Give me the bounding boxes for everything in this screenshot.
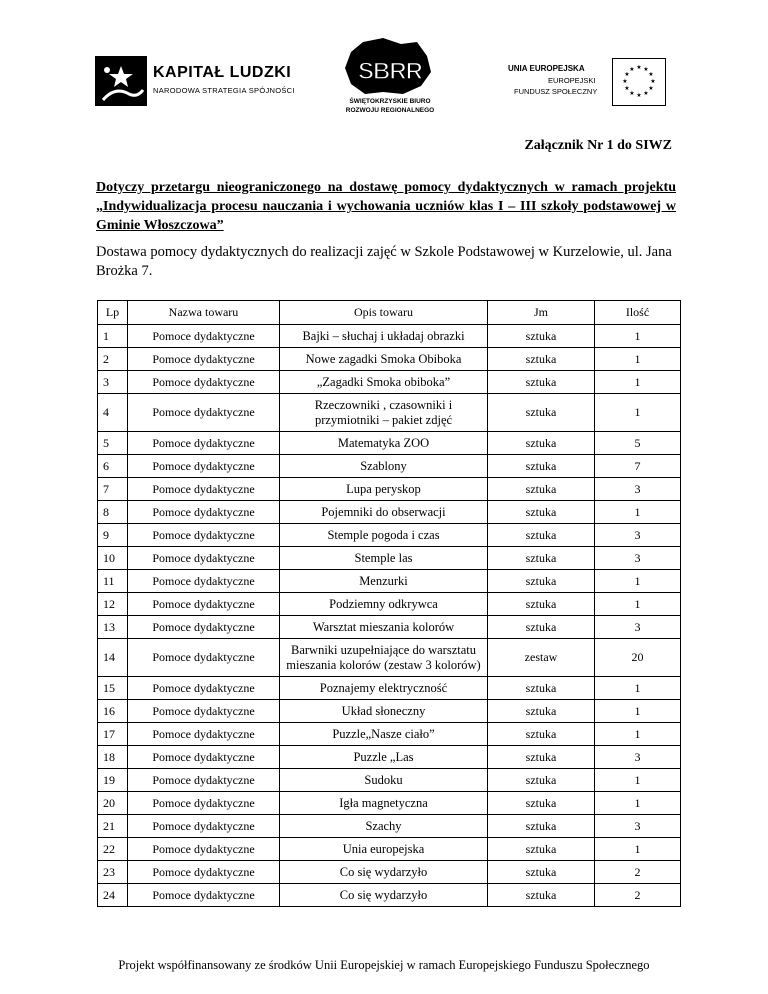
kapital-ludzki-subtitle: NARODOWA STRATEGIA SPÓJNOŚCI [153,86,295,95]
cell-desc: Co się wydarzyło [280,884,488,907]
cell-lp: 16 [98,700,128,723]
cell-qty: 1 [595,723,681,746]
cell-desc: Co się wydarzyło [280,861,488,884]
cell-qty: 1 [595,769,681,792]
cell-desc: Unia europejska [280,838,488,861]
kapital-ludzki-logo [95,56,295,106]
header-desc: Opis towaru [280,301,488,325]
cell-qty: 20 [595,639,681,677]
cell-lp: 11 [98,570,128,593]
cell-qty: 5 [595,432,681,455]
header-lp: Lp [98,301,128,325]
table-row [98,769,681,792]
cell-desc: Rzeczowniki , czasowniki i przymiotniki – pakiet zdjęć [280,394,488,432]
cell-jm: sztuka [488,348,595,371]
cell-jm: sztuka [488,501,595,524]
cell-desc: Menzurki [280,570,488,593]
table-row [98,593,681,616]
cell-jm: sztuka [488,723,595,746]
cell-qty: 1 [595,348,681,371]
cell-desc: Nowe zagadki Smoka Obiboka [280,348,488,371]
cell-lp: 6 [98,455,128,478]
cell-name: Pomoce dydaktyczne [128,325,280,348]
cell-desc: Podziemny odkrywca [280,593,488,616]
cell-desc: Szablony [280,455,488,478]
cell-lp: 22 [98,838,128,861]
table-row [98,861,681,884]
cell-qty: 3 [595,815,681,838]
svg-text:★: ★ [643,90,649,97]
cell-jm: sztuka [488,769,595,792]
cell-jm: sztuka [488,432,595,455]
table-row [98,547,681,570]
table-row [98,348,681,371]
svg-text:★: ★ [643,66,649,73]
cell-qty: 2 [595,861,681,884]
table-row [98,394,681,432]
cell-qty: 7 [595,455,681,478]
cell-desc: Puzzle„Nasze ciało” [280,723,488,746]
cell-desc: Igła magnetyczna [280,792,488,815]
cell-name: Pomoce dydaktyczne [128,371,280,394]
cell-lp: 17 [98,723,128,746]
cell-jm: sztuka [488,700,595,723]
svg-text:★: ★ [648,85,654,92]
cell-jm: sztuka [488,677,595,700]
kapital-ludzki-emblem-icon [95,56,147,106]
cell-name: Pomoce dydaktyczne [128,616,280,639]
cell-desc: Stemple las [280,547,488,570]
cell-lp: 12 [98,593,128,616]
table-row [98,570,681,593]
cell-qty: 1 [595,570,681,593]
cell-desc: Układ słoneczny [280,700,488,723]
cell-name: Pomoce dydaktyczne [128,792,280,815]
table-row [98,616,681,639]
delivery-paragraph: Dostawa pomocy dydaktycznych do realizacji zajęć w Szkole Podstawowej w Kurzelowie, ul. Jana Brożka 7. [96,244,672,279]
header-qty: Ilość [595,301,681,325]
cell-lp: 14 [98,639,128,677]
cell-lp: 5 [98,432,128,455]
cell-jm: sztuka [488,478,595,501]
cell-desc: Pojemniki do obserwacji [280,501,488,524]
kapital-ludzki-title: KAPITAŁ LUDZKI [153,64,292,81]
cell-lp: 21 [98,815,128,838]
eu-flag-icon [612,58,666,106]
table-row [98,884,681,907]
table-row [98,325,681,348]
cell-lp: 15 [98,677,128,700]
svg-text:★: ★ [624,71,630,78]
cell-qty: 3 [595,547,681,570]
cell-name: Pomoce dydaktyczne [128,501,280,524]
table-row [98,746,681,769]
cell-qty: 2 [595,884,681,907]
cell-desc: Matematyka ZOO [280,432,488,455]
cell-jm: sztuka [488,792,595,815]
cell-desc: Warsztat mieszania kolorów [280,616,488,639]
cell-jm: sztuka [488,570,595,593]
cell-qty: 1 [595,371,681,394]
svg-text:★: ★ [629,66,635,73]
cell-jm: sztuka [488,455,595,478]
svg-text:★: ★ [636,64,642,71]
table-header-row [98,301,681,325]
cell-qty: 1 [595,700,681,723]
cell-qty: 1 [595,838,681,861]
items-table [97,300,681,907]
cell-lp: 20 [98,792,128,815]
table-row [98,723,681,746]
cell-name: Pomoce dydaktyczne [128,677,280,700]
cell-lp: 4 [98,394,128,432]
cell-name: Pomoce dydaktyczne [128,838,280,861]
cell-qty: 1 [595,593,681,616]
sbrr-line2: ROZWOJU REGIONALNEGO [345,107,435,114]
cell-name: Pomoce dydaktyczne [128,432,280,455]
cell-qty: 1 [595,501,681,524]
cell-qty: 3 [595,616,681,639]
cell-jm: sztuka [488,394,595,432]
table-row [98,501,681,524]
cell-desc: Puzzle „Las [280,746,488,769]
cell-qty: 3 [595,478,681,501]
cell-name: Pomoce dydaktyczne [128,394,280,432]
cell-name: Pomoce dydaktyczne [128,348,280,371]
svg-text:★: ★ [650,78,656,85]
cell-lp: 2 [98,348,128,371]
cell-name: Pomoce dydaktyczne [128,455,280,478]
cell-name: Pomoce dydaktyczne [128,884,280,907]
cell-jm: sztuka [488,746,595,769]
table-row [98,639,681,677]
cell-jm: sztuka [488,325,595,348]
cell-name: Pomoce dydaktyczne [128,478,280,501]
cell-desc: Barwniki uzupełniające do warsztatu mieszania kolorów (zestaw 3 kolorów) [280,639,488,677]
cell-name: Pomoce dydaktyczne [128,815,280,838]
cell-qty: 1 [595,677,681,700]
cell-desc: Bajki – słuchaj i układaj obrazki [280,325,488,348]
svg-text:★: ★ [648,71,654,78]
cell-name: Pomoce dydaktyczne [128,570,280,593]
cell-desc: Stemple pogoda i czas [280,524,488,547]
table-row [98,455,681,478]
cell-lp: 7 [98,478,128,501]
table-row [98,432,681,455]
ue-efs-logo [508,58,665,106]
table-row [98,677,681,700]
svg-text:★: ★ [629,90,635,97]
header-name: Nazwa towaru [128,301,280,325]
cell-desc: Sudoku [280,769,488,792]
cell-name: Pomoce dydaktyczne [128,547,280,570]
cell-jm: sztuka [488,884,595,907]
cell-lp: 23 [98,861,128,884]
subject-heading: Dotyczy przetargu nieograniczonego na dostawę pomocy dydaktycznych w ramach projektu „Indywidualizacja procesu nauczania i wychowania uczniów klas I – III szkoły podstawowej w Gminie Włoszczowa” [96,180,676,233]
cell-lp: 19 [98,769,128,792]
cell-qty: 3 [595,746,681,769]
table-row [98,838,681,861]
cell-jm: sztuka [488,371,595,394]
cell-qty: 1 [595,325,681,348]
cell-qty: 3 [595,524,681,547]
cell-desc: Lupa peryskop [280,478,488,501]
sbrr-logo [335,38,445,118]
footer-note: Projekt współfinansowany ze środków Unii Europejskiej w ramach Europejskiego Funduszu Społecznego [118,958,650,972]
cell-name: Pomoce dydaktyczne [128,769,280,792]
cell-jm: sztuka [488,547,595,570]
table-row [98,700,681,723]
cell-lp: 13 [98,616,128,639]
attachment-label: Załącznik Nr 1 do SIWZ [524,138,672,153]
cell-jm: sztuka [488,593,595,616]
svg-text:★: ★ [622,78,628,85]
ue-line1: UNIA EUROPEJSKA [508,64,585,73]
cell-jm: sztuka [488,815,595,838]
cell-jm: sztuka [488,838,595,861]
ue-line2: EUROPEJSKI [548,76,596,85]
cell-desc: Szachy [280,815,488,838]
cell-lp: 1 [98,325,128,348]
cell-name: Pomoce dydaktyczne [128,593,280,616]
cell-name: Pomoce dydaktyczne [128,861,280,884]
cell-name: Pomoce dydaktyczne [128,700,280,723]
cell-jm: sztuka [488,616,595,639]
table-row [98,371,681,394]
svg-text:★: ★ [624,85,630,92]
cell-lp: 3 [98,371,128,394]
cell-lp: 10 [98,547,128,570]
cell-jm: zestaw [488,639,595,677]
table-row [98,478,681,501]
cell-jm: sztuka [488,861,595,884]
header-logos [0,38,768,118]
cell-lp: 9 [98,524,128,547]
svg-text:★: ★ [636,92,642,99]
cell-name: Pomoce dydaktyczne [128,723,280,746]
cell-qty: 1 [595,394,681,432]
table-body [98,325,681,907]
table-row [98,524,681,547]
sbrr-letters: SBRR [357,58,422,85]
cell-lp: 24 [98,884,128,907]
ue-line3: FUNDUSZ SPOŁECZNY [514,87,598,96]
cell-desc: „Zagadki Smoka obiboka” [280,371,488,394]
cell-desc: Poznajemy elektryczność [280,677,488,700]
cell-name: Pomoce dydaktyczne [128,639,280,677]
sbrr-line1: ŚWIĘTOKRZYSKIE BIURO [349,98,431,105]
cell-lp: 18 [98,746,128,769]
cell-jm: sztuka [488,524,595,547]
cell-qty: 1 [595,792,681,815]
header-jm: Jm [488,301,595,325]
cell-name: Pomoce dydaktyczne [128,524,280,547]
cell-name: Pomoce dydaktyczne [128,746,280,769]
table-row [98,792,681,815]
table-row [98,815,681,838]
cell-lp: 8 [98,501,128,524]
